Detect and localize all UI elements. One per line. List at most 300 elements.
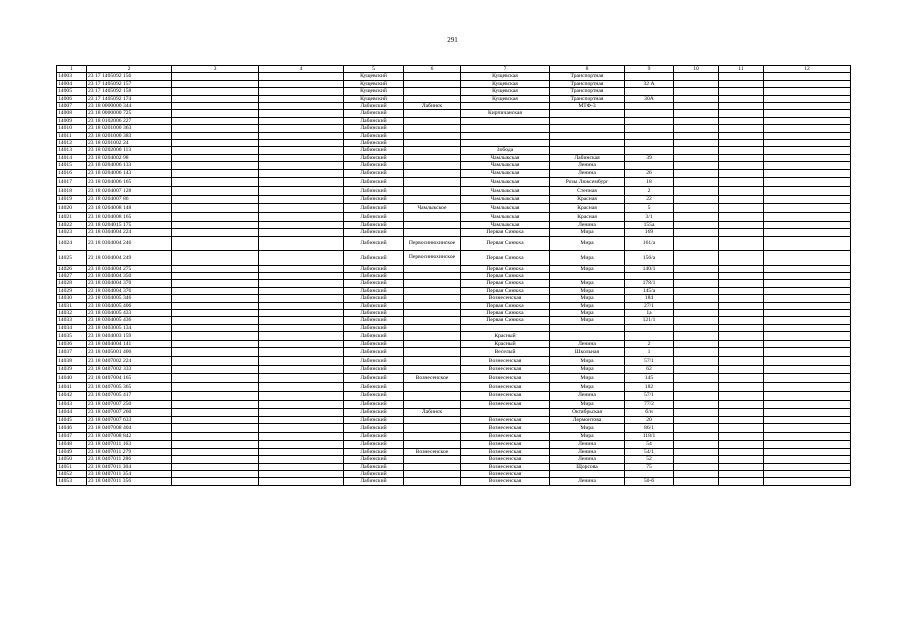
cell-cadastral-number: 23 18 0304004 376	[87, 287, 172, 294]
cell-cadastral-number: 23 18 0202000 113	[87, 147, 172, 154]
cell-cadastral-number: 23 18 0407011 356	[87, 478, 172, 485]
cell-district: Лабинский	[344, 448, 404, 455]
cell-col-3	[172, 310, 259, 317]
table-row	[57, 95, 851, 102]
cell-col-3	[172, 132, 259, 139]
cell-cadastral-number: 23 17 1405092 174	[87, 95, 172, 102]
cell-district: Лабинский	[344, 317, 404, 324]
cell-col-11	[719, 132, 764, 139]
cell-settlement	[404, 229, 461, 236]
cell-settlement	[404, 432, 461, 441]
table-row	[57, 365, 851, 374]
cell-settlement	[404, 95, 461, 102]
column-header: 2	[87, 66, 172, 73]
table-row	[57, 340, 851, 347]
cell-house	[625, 125, 674, 132]
cell-col-12	[764, 424, 851, 433]
cell-col-11	[719, 374, 764, 383]
cell-col-11	[719, 365, 764, 374]
cell-locality: Вознесенская	[461, 456, 550, 463]
cell-row-number: 14005	[57, 88, 87, 95]
cell-house: 54	[625, 441, 674, 448]
cell-house: 169	[625, 229, 674, 236]
cell-cadastral-number: 23 18 0304005 436	[87, 317, 172, 324]
cell-street: Мира	[550, 295, 625, 302]
cell-locality: Чамлыкская	[461, 195, 550, 204]
table-row	[57, 265, 851, 272]
cell-col-12	[764, 110, 851, 117]
cell-col-12	[764, 432, 851, 441]
page-number: 291	[447, 36, 458, 44]
cell-settlement	[404, 110, 461, 117]
cell-house: 20	[625, 416, 674, 423]
cell-street	[550, 117, 625, 124]
registry-table-container	[56, 65, 850, 486]
cell-locality: Чамлыкская	[461, 213, 550, 222]
cell-col-3	[172, 265, 259, 272]
cell-settlement: Первосинюхинское	[404, 251, 461, 266]
cell-col-3	[172, 332, 259, 341]
cell-locality: Первая Синюха	[461, 273, 550, 280]
cell-settlement	[404, 80, 461, 87]
column-header: 5	[344, 66, 404, 73]
table-row	[57, 448, 851, 455]
cell-col-11	[719, 251, 764, 266]
cell-col-11	[719, 80, 764, 87]
cell-col-4	[259, 80, 344, 87]
cell-col-4	[259, 317, 344, 324]
cell-col-3	[172, 456, 259, 463]
cell-col-4	[259, 287, 344, 294]
cell-locality: Первая Синюха	[461, 317, 550, 324]
column-header: 1	[57, 66, 87, 73]
cell-district: Кущевский	[344, 80, 404, 87]
cell-col-12	[764, 265, 851, 272]
cell-house: 39	[625, 154, 674, 161]
cell-col-3	[172, 357, 259, 366]
cell-col-11	[719, 302, 764, 309]
cell-house: 145	[625, 374, 674, 383]
cell-house: 77/2	[625, 400, 674, 409]
cell-settlement	[404, 295, 461, 302]
cell-row-number: 14008	[57, 110, 87, 117]
cell-row-number: 14029	[57, 287, 87, 294]
cell-col-4	[259, 302, 344, 309]
cell-col-4	[259, 400, 344, 409]
cell-house: 27/1	[625, 302, 674, 309]
cell-row-number: 14018	[57, 187, 87, 196]
cell-col-4	[259, 471, 344, 478]
cell-col-11	[719, 317, 764, 324]
cell-district: Лабинский	[344, 295, 404, 302]
cell-row-number: 14014	[57, 154, 87, 161]
cell-col-3	[172, 471, 259, 478]
cell-house: 3/1	[625, 213, 674, 222]
cell-col-11	[719, 383, 764, 392]
cell-col-3	[172, 463, 259, 470]
cell-house: 155а	[625, 221, 674, 228]
cell-cadastral-number: 23 17 1405092 158	[87, 88, 172, 95]
table-row	[57, 424, 851, 433]
cell-row-number: 14048	[57, 441, 87, 448]
cell-col-10	[674, 348, 719, 357]
cell-settlement	[404, 424, 461, 433]
cell-locality	[461, 409, 550, 416]
cell-row-number: 14047	[57, 432, 87, 441]
table-row	[57, 117, 851, 124]
cell-col-12	[764, 295, 851, 302]
cell-settlement	[404, 169, 461, 178]
cell-cadastral-number: 23 18 0204002 98	[87, 154, 172, 161]
cell-row-number: 14032	[57, 310, 87, 317]
cell-district: Лабинский	[344, 478, 404, 485]
cell-district: Лабинский	[344, 213, 404, 222]
cell-cadastral-number: 23 18 0204015 175	[87, 221, 172, 228]
cell-row-number: 14033	[57, 317, 87, 324]
cell-col-12	[764, 221, 851, 228]
cell-settlement	[404, 456, 461, 463]
cell-district: Лабинский	[344, 441, 404, 448]
cell-settlement	[404, 265, 461, 272]
cell-settlement	[404, 195, 461, 204]
cell-locality: Вознесенская	[461, 357, 550, 366]
cell-locality: Чамлыкская	[461, 162, 550, 169]
cell-col-12	[764, 169, 851, 178]
table-row	[57, 302, 851, 309]
cell-col-3	[172, 251, 259, 266]
cell-district: Лабинский	[344, 383, 404, 392]
cell-col-3	[172, 162, 259, 169]
table-row	[57, 73, 851, 80]
cell-col-11	[719, 140, 764, 147]
cell-col-11	[719, 391, 764, 400]
cell-cadastral-number: 23 18 0304004 370	[87, 280, 172, 287]
cell-district: Лабинский	[344, 265, 404, 272]
cell-street: Транспортная	[550, 88, 625, 95]
column-header: 12	[764, 66, 851, 73]
cell-district: Лабинский	[344, 195, 404, 204]
cell-col-10	[674, 140, 719, 147]
cell-row-number: 14035	[57, 332, 87, 341]
cell-settlement	[404, 340, 461, 347]
cell-col-11	[719, 409, 764, 416]
cell-street: Красная	[550, 204, 625, 213]
cell-col-3	[172, 103, 259, 110]
cell-settlement	[404, 147, 461, 154]
cell-col-4	[259, 295, 344, 302]
cell-col-4	[259, 409, 344, 416]
cell-col-3	[172, 478, 259, 485]
cell-col-3	[172, 324, 259, 331]
cell-col-3	[172, 147, 259, 154]
table-row	[57, 456, 851, 463]
cell-house: 57/1	[625, 357, 674, 366]
cell-col-10	[674, 302, 719, 309]
cell-col-10	[674, 265, 719, 272]
cell-locality: Первая Синюха	[461, 302, 550, 309]
cell-cadastral-number: 23 18 0201002 24	[87, 140, 172, 147]
cell-row-number: 14004	[57, 80, 87, 87]
table-row	[57, 310, 851, 317]
cell-col-4	[259, 416, 344, 423]
cell-col-4	[259, 187, 344, 196]
cell-col-11	[719, 448, 764, 455]
cell-col-10	[674, 448, 719, 455]
cell-col-12	[764, 125, 851, 132]
cell-settlement	[404, 280, 461, 287]
table-header-row	[57, 66, 851, 73]
cell-cadastral-number: 23 18 0304005 406	[87, 302, 172, 309]
cell-row-number: 14039	[57, 365, 87, 374]
cell-street: Транспортная	[550, 73, 625, 80]
cell-col-4	[259, 204, 344, 213]
cell-col-4	[259, 348, 344, 357]
cell-settlement	[404, 162, 461, 169]
cell-house: 145/а	[625, 287, 674, 294]
cell-locality: Первая Синюха	[461, 310, 550, 317]
cell-col-4	[259, 383, 344, 392]
cell-col-12	[764, 195, 851, 204]
cell-district: Лабинский	[344, 409, 404, 416]
cell-col-3	[172, 117, 259, 124]
cell-col-4	[259, 273, 344, 280]
cell-cadastral-number: 23 18 0407008 842	[87, 432, 172, 441]
cell-col-12	[764, 317, 851, 324]
cell-street: Транспортная	[550, 80, 625, 87]
cell-district: Кущевский	[344, 73, 404, 80]
cell-row-number: 14020	[57, 204, 87, 213]
cell-col-10	[674, 110, 719, 117]
cell-locality: Зобода	[461, 147, 550, 154]
cell-row-number: 14053	[57, 478, 87, 485]
cell-cadastral-number: 23 18 0000000 344	[87, 103, 172, 110]
cell-col-3	[172, 88, 259, 95]
cell-house	[625, 140, 674, 147]
cell-house: 182	[625, 383, 674, 392]
table-row	[57, 409, 851, 416]
cell-settlement	[404, 273, 461, 280]
table-row	[57, 204, 851, 213]
cell-col-10	[674, 374, 719, 383]
cell-settlement	[404, 400, 461, 409]
cell-locality: Вознесенская	[461, 416, 550, 423]
cell-row-number: 14009	[57, 117, 87, 124]
cell-district: Лабинский	[344, 147, 404, 154]
cell-cadastral-number: 23 18 0407008 404	[87, 424, 172, 433]
cell-cadastral-number: 23 18 0407002 333	[87, 365, 172, 374]
table-row	[57, 295, 851, 302]
cell-col-11	[719, 357, 764, 366]
cell-col-10	[674, 178, 719, 187]
cell-col-4	[259, 374, 344, 383]
cell-cadastral-number: 23 18 0102006 227	[87, 117, 172, 124]
cell-cadastral-number: 23 18 0204007 86	[87, 195, 172, 204]
cell-cadastral-number: 23 18 0407007 250	[87, 400, 172, 409]
cell-cadastral-number: 23 18 0304004 246	[87, 236, 172, 251]
cell-house: 62	[625, 365, 674, 374]
cell-house: 184	[625, 295, 674, 302]
table-row	[57, 280, 851, 287]
cell-col-10	[674, 132, 719, 139]
cell-col-12	[764, 340, 851, 347]
cell-locality: Вознесенская	[461, 391, 550, 400]
cell-street: Ленина	[550, 391, 625, 400]
cell-locality: Чамлыкская	[461, 169, 550, 178]
cell-house	[625, 73, 674, 80]
cell-col-11	[719, 95, 764, 102]
cell-row-number: 14034	[57, 324, 87, 331]
cell-col-10	[674, 73, 719, 80]
cell-street	[550, 110, 625, 117]
cell-col-10	[674, 229, 719, 236]
cell-street: Мира	[550, 251, 625, 266]
cell-col-3	[172, 348, 259, 357]
cell-house: б/н	[625, 409, 674, 416]
cell-house	[625, 88, 674, 95]
cell-col-11	[719, 295, 764, 302]
cell-col-4	[259, 132, 344, 139]
cell-street	[550, 140, 625, 147]
cell-locality	[461, 324, 550, 331]
cell-col-12	[764, 103, 851, 110]
cell-street	[550, 147, 625, 154]
cell-col-12	[764, 80, 851, 87]
cell-locality: Кущевская	[461, 80, 550, 87]
cell-col-4	[259, 154, 344, 161]
cell-house	[625, 132, 674, 139]
cell-col-3	[172, 204, 259, 213]
cell-col-12	[764, 416, 851, 423]
cell-col-12	[764, 162, 851, 169]
cell-col-3	[172, 448, 259, 455]
cell-locality: Вознесенская	[461, 400, 550, 409]
cell-row-number: 14019	[57, 195, 87, 204]
cell-col-3	[172, 302, 259, 309]
cell-cadastral-number: 23 18 0304004 249	[87, 251, 172, 266]
cell-col-10	[674, 125, 719, 132]
cell-street	[550, 125, 625, 132]
cell-col-4	[259, 88, 344, 95]
cell-col-11	[719, 324, 764, 331]
cell-col-10	[674, 80, 719, 87]
table-row	[57, 463, 851, 470]
cell-locality	[461, 140, 550, 147]
cell-col-3	[172, 187, 259, 196]
cell-col-11	[719, 229, 764, 236]
cell-locality: Вознесенская	[461, 478, 550, 485]
cell-col-11	[719, 340, 764, 347]
cell-street: Мира	[550, 374, 625, 383]
cell-locality: Вознесенская	[461, 432, 550, 441]
cell-col-11	[719, 154, 764, 161]
cell-col-12	[764, 302, 851, 309]
cell-row-number: 14049	[57, 448, 87, 455]
cell-street: Мира	[550, 265, 625, 272]
cell-col-3	[172, 317, 259, 324]
cell-col-12	[764, 310, 851, 317]
cell-street: Ленина	[550, 441, 625, 448]
cell-street: Мира	[550, 383, 625, 392]
cell-house: 5	[625, 204, 674, 213]
cell-settlement	[404, 332, 461, 341]
cell-row-number: 14012	[57, 140, 87, 147]
cell-house: 1	[625, 348, 674, 357]
cell-locality	[461, 103, 550, 110]
cell-street: Мира	[550, 310, 625, 317]
cell-col-3	[172, 154, 259, 161]
cell-cadastral-number: 23 17 1405092 157	[87, 80, 172, 87]
cell-cadastral-number: 23 18 0407005 365	[87, 383, 172, 392]
cell-col-10	[674, 273, 719, 280]
cell-cadastral-number: 23 18 0304004 224	[87, 229, 172, 236]
cell-locality	[461, 125, 550, 132]
cell-col-12	[764, 332, 851, 341]
cell-house: 52	[625, 456, 674, 463]
cell-col-12	[764, 409, 851, 416]
cell-street: Розы Люксембург	[550, 178, 625, 187]
cell-locality: Вознесенская	[461, 448, 550, 455]
column-header: 7	[461, 66, 550, 73]
cell-col-10	[674, 340, 719, 347]
cell-street: Лермонтова	[550, 416, 625, 423]
cell-locality: Кущевская	[461, 95, 550, 102]
cell-col-3	[172, 287, 259, 294]
cell-col-12	[764, 95, 851, 102]
cell-street	[550, 132, 625, 139]
cell-street: Ленина	[550, 169, 625, 178]
cell-street: Октябрьская	[550, 409, 625, 416]
cell-col-10	[674, 416, 719, 423]
cell-row-number: 14036	[57, 340, 87, 347]
cell-street: Мира	[550, 432, 625, 441]
table-row	[57, 110, 851, 117]
cell-row-number: 14021	[57, 213, 87, 222]
cell-cadastral-number: 23 18 0204006 143	[87, 169, 172, 178]
cell-cadastral-number: 23 18 0405001 406	[87, 348, 172, 357]
cell-col-3	[172, 391, 259, 400]
cell-settlement	[404, 310, 461, 317]
cell-col-4	[259, 169, 344, 178]
cell-cadastral-number: 23 18 0304005 433	[87, 310, 172, 317]
cell-settlement	[404, 132, 461, 139]
cell-district: Лабинский	[344, 103, 404, 110]
cell-cadastral-number: 23 18 0204008 148	[87, 204, 172, 213]
cell-col-11	[719, 88, 764, 95]
cell-col-4	[259, 147, 344, 154]
cell-row-number: 14006	[57, 95, 87, 102]
column-header: 4	[259, 66, 344, 73]
cell-col-11	[719, 400, 764, 409]
cell-row-number: 14038	[57, 357, 87, 366]
cell-col-4	[259, 117, 344, 124]
cell-col-10	[674, 204, 719, 213]
table-row	[57, 80, 851, 87]
cell-col-3	[172, 80, 259, 87]
cell-row-number: 14007	[57, 103, 87, 110]
cell-locality: Первая Синюха	[461, 229, 550, 236]
cell-district: Лабинский	[344, 391, 404, 400]
cell-col-3	[172, 400, 259, 409]
cell-col-10	[674, 391, 719, 400]
cell-locality: Вознесенская	[461, 383, 550, 392]
cell-col-11	[719, 169, 764, 178]
cell-col-12	[764, 448, 851, 455]
cell-col-12	[764, 383, 851, 392]
cell-district: Лабинский	[344, 110, 404, 117]
cell-district: Лабинский	[344, 117, 404, 124]
cell-col-12	[764, 280, 851, 287]
cell-col-4	[259, 391, 344, 400]
